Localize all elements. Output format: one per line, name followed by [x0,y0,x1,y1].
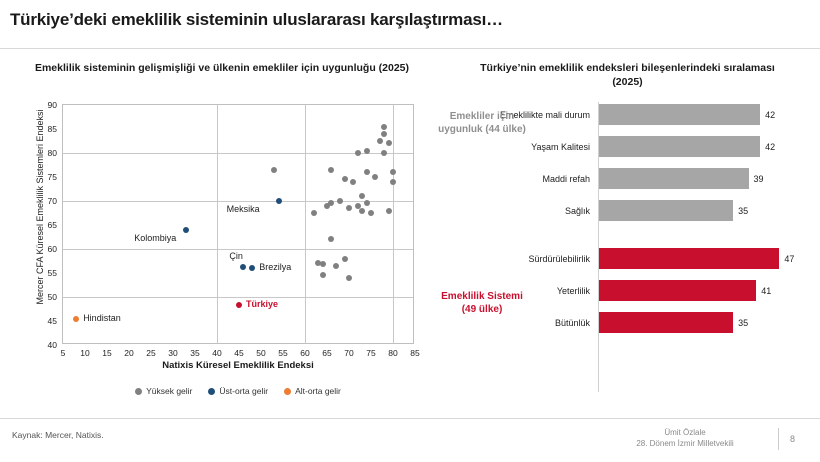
gridline-vertical [305,105,306,343]
scatter-point [364,200,370,206]
scatter-point [328,200,334,206]
x-axis-tick-label: 55 [278,348,288,358]
scatter-point-meksika [276,198,282,204]
scatter-point [342,256,348,262]
bar-category-label: Emeklilikte mali durum [499,109,590,120]
bar-track [598,104,815,125]
scatter-point-label: Türkiye [246,299,279,310]
scatter-point [346,275,352,281]
gridline-vertical [393,105,394,343]
scatter-point [311,210,317,216]
scatter-point [350,179,356,185]
bar-track [598,280,815,301]
scatter-x-axis-title: Natixis Küresel Emeklilik Endeksi [162,360,314,371]
scatter-point [333,263,339,269]
y-axis-tick-label: 45 [47,316,57,326]
footer-divider [0,418,820,419]
scatter-point [381,124,387,130]
scatter-point [386,208,392,214]
x-axis-tick-label: 70 [344,348,354,358]
source-note: Kaynak: Mercer, Natixis. [12,430,104,440]
bar-fill [598,248,779,269]
legend-label: Alt-orta gelir [295,386,341,396]
scatter-point [342,176,348,182]
bar-chart-panel [440,62,815,414]
bar-category-label: Maddi refah [542,173,590,184]
bar-fill [598,168,749,189]
footer-presenter-role: 28. Dönem İzmir Milletvekili [636,438,734,448]
gridline-horizontal [63,201,413,202]
bar-track [598,312,815,333]
bar-row [440,198,815,223]
bar-fill [598,312,733,333]
scatter-chart-panel [8,62,436,414]
scatter-point-kolombiya [183,227,189,233]
scatter-point [381,131,387,137]
scatter-point [320,261,326,267]
scatter-point-label: Çin [229,250,243,261]
bar-track [598,168,815,189]
bar-group-spacer [440,230,815,246]
legend-label: Üst-orta gelir [219,386,269,396]
bar-category-label: Sağlık [564,205,590,216]
scatter-point [328,236,334,242]
scatter-point [320,272,326,278]
legend-item [135,386,192,396]
scatter-point-brezilya [249,265,255,271]
scatter-point [364,169,370,175]
scatter-point [355,150,361,156]
scatter-point [372,174,378,180]
y-axis-tick-label: 50 [47,292,57,302]
bar-row [440,134,815,159]
bar-fill [598,280,756,301]
bar-group-caption: Emekliler için uygunluk (44 ülke) [438,111,526,135]
legend-item [208,386,268,396]
scatter-point [328,167,334,173]
x-axis-tick-label: 10 [80,348,90,358]
scatter-point [390,179,396,185]
legend-item [284,386,341,396]
footer-presenter-name: Ümit Özlale [664,428,706,437]
scatter-point-hindistan [73,316,79,322]
bar-value-label: 35 [738,205,749,216]
x-axis-tick-label: 65 [322,348,332,358]
bar-group-caption: Emeklilik Sistemi (49 ülke) [441,291,523,315]
bar-value-label: 42 [765,141,776,152]
bar-fill [598,200,733,221]
legend-swatch-icon [284,388,291,395]
footer-presenter [620,428,750,450]
x-axis-tick-label: 80 [388,348,398,358]
bar-row [440,166,815,191]
bar-category-label: Sürdürülebilirlik [528,253,590,264]
scatter-point-label: Brezilya [259,262,292,273]
scatter-point [390,169,396,175]
y-axis-tick-label: 60 [47,244,57,254]
scatter-point-label: Hindistan [83,312,121,323]
y-axis-tick-label: 70 [47,196,57,206]
x-axis-tick-label: 40 [212,348,222,358]
y-axis-tick-label: 75 [47,172,57,182]
scatter-chart-title: Emeklilik sisteminin gelişmişliği ve ülkenin emekliler için uygunluğu (2025) [34,62,410,74]
scatter-point-çin [240,264,246,270]
scatter-plot [47,100,420,358]
title-divider [0,48,820,49]
gridline-vertical [217,105,218,343]
bar-track [598,200,815,221]
gridline-horizontal [63,297,413,298]
scatter-point-label: Meksika [226,204,260,214]
x-axis-tick-label: 60 [300,348,310,358]
y-axis-tick-label: 80 [47,148,57,158]
bar-category-label: Yaşam Kalitesi [531,141,590,152]
bar-fill [598,136,760,157]
y-axis-tick-label: 90 [47,100,57,110]
scatter-point [381,150,387,156]
scatter-point-label: Kolombiya [134,232,177,243]
bar-category-label: Yeterlilik [556,285,590,296]
footer-vertical-rule [778,428,779,450]
bar-row [440,246,815,271]
bar-axis-baseline [598,102,599,392]
y-axis-tick-label: 40 [47,340,57,350]
scatter-legend [62,386,414,396]
scatter-point [364,148,370,154]
y-axis-tick-label: 85 [47,124,57,134]
scatter-point [359,193,365,199]
bar-chart-title: Türkiye’nin emeklilik endeksleri bileşenlerindeki sıralaması (2025) [480,62,775,88]
x-axis-tick-label: 45 [234,348,244,358]
bar-track [598,136,815,157]
scatter-point [346,205,352,211]
x-axis-tick-label: 15 [102,348,112,358]
bar-category-label: Bütünlük [554,317,590,328]
bar-value-label: 39 [753,173,764,184]
scatter-point [377,138,383,144]
scatter-point [337,198,343,204]
y-axis-tick-label: 65 [47,220,57,230]
page-number: 8 [790,434,796,444]
x-axis-tick-label: 75 [366,348,376,358]
scatter-point [368,210,374,216]
page-title: Türkiye’deki emeklilik sisteminin uluslararası karşılaştırması… [10,10,503,29]
scatter-point [271,167,277,173]
x-axis-tick-label: 85 [410,348,420,358]
bar-fill [598,104,760,125]
bar-value-label: 47 [784,253,795,264]
scatter-point-türkiye [236,302,242,308]
x-axis-tick-label: 30 [168,348,178,358]
scatter-y-axis-title: Mercer CFA Küresel Emeklilik Sistemleri Endeksi [35,109,45,305]
y-axis-tick-label: 55 [47,268,57,278]
bar-track [598,248,815,269]
bar-value-label: 35 [738,317,749,328]
legend-label: Yüksek gelir [146,386,193,396]
x-axis-tick-label: 20 [124,348,134,358]
scatter-plot-area [8,98,436,396]
x-axis-tick-label: 35 [190,348,200,358]
scatter-point [386,140,392,146]
bar-value-label: 41 [761,285,772,296]
x-axis-tick-label: 25 [146,348,156,358]
x-axis-tick-label: 5 [60,348,66,358]
x-axis-tick-label: 50 [256,348,266,358]
bar-value-label: 42 [765,109,776,120]
scatter-point [359,208,365,214]
legend-swatch-icon [135,388,142,395]
legend-swatch-icon [208,388,215,395]
